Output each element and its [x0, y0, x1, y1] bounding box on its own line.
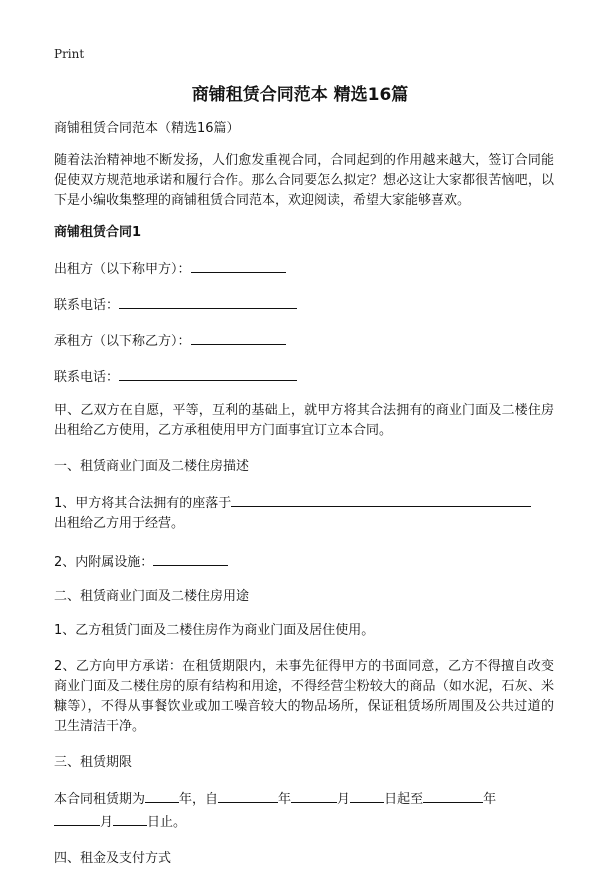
lessor-field	[54, 257, 554, 277]
lessor-phone-label: 联系电话：	[54, 298, 120, 313]
lease-term-line	[54, 787, 554, 833]
preamble-paragraph: 甲、乙双方在自愿，平等，互利的基础上，就甲方将其合法拥有的商业门面及二楼住房出租给乙方使用，乙方承租使用甲方门面事宜订立本合同。	[54, 403, 554, 438]
start-year-blank	[218, 787, 278, 803]
document-body	[54, 119, 554, 883]
term-years-blank	[145, 787, 179, 803]
start-month-label: 月	[337, 792, 351, 807]
contract-heading: 商铺租赁合同1	[54, 225, 142, 240]
section-1-item-2-label: 2、内附属设施：	[54, 555, 154, 570]
section-2-title: 二、租赁商业门面及二楼住房用途	[54, 589, 250, 604]
lessee-field	[54, 329, 554, 349]
start-month-blank	[291, 787, 337, 803]
location-blank	[231, 491, 531, 507]
end-year-label: 年	[483, 792, 497, 807]
section-1-item-1-prefix: 1、甲方将其合法拥有的座落于	[54, 496, 232, 511]
end-month-blank	[54, 810, 100, 826]
print-label[interactable]: Print	[54, 47, 85, 61]
facilities-blank	[153, 550, 228, 566]
document-subtitle: 商铺租赁合同范本（精选16篇）	[54, 121, 240, 136]
lessor-phone-blank	[119, 293, 297, 309]
start-day-blank	[350, 787, 384, 803]
lessee-label: 承租方（以下称乙方）：	[54, 334, 191, 349]
section-1-item-1	[54, 491, 554, 534]
lessor-blank	[191, 257, 286, 273]
lessee-phone-label: 联系电话：	[54, 370, 120, 385]
section-1-title: 一、租赁商业门面及二楼住房描述	[54, 459, 250, 474]
lessor-label: 出租方（以下称甲方）：	[54, 262, 191, 277]
intro-paragraph: 随着法治精神地不断发扬，人们愈发重视合同，合同起到的作用越来越大，签订合同能促使双方规范地承诺和履行合作。那么合同要怎么拟定？想必这让大家都很苦恼吧，以下是小编收集整理的商铺租赁合同范本，欢迎阅读，希望大家能够喜欢。	[54, 153, 554, 208]
end-month-label: 月	[100, 815, 114, 830]
term-prefix: 本合同租赁期为	[54, 792, 146, 807]
end-year-blank	[423, 787, 483, 803]
section-2-item-2: 2、乙方向甲方承诺：在租赁期限内，未事先征得甲方的书面同意，乙方不得擅自改变商业门面及二楼住房的原有结构和用途，不得经营尘粉较大的商品（如水泥，石灰、米糠等），不得从事餐饮业或加工噪音较大的物品场所，保证租赁场所周围及公共过道的卫生清洁干净。	[54, 659, 554, 734]
document-title: 商铺租赁合同范本 精选16篇	[191, 85, 409, 105]
section-2-item-1: 1、乙方租赁门面及二楼住房作为商业门面及居住使用。	[54, 623, 375, 638]
term-year-label: 年，自	[179, 792, 219, 807]
end-day-label: 日止。	[147, 815, 187, 830]
end-day-blank	[113, 810, 147, 826]
lessee-phone-blank	[119, 365, 297, 381]
section-1-item-2	[54, 550, 554, 573]
lessee-phone-field	[54, 365, 554, 385]
start-year-label: 年	[278, 792, 292, 807]
lessee-blank	[191, 329, 286, 345]
section-4-title: 四、租金及支付方式	[54, 851, 172, 866]
section-3-title: 三、租赁期限	[54, 755, 133, 770]
lessor-phone-field	[54, 293, 554, 313]
start-day-label: 日起至	[384, 792, 424, 807]
section-1-item-1-suffix: 出租给乙方用于经营。	[54, 516, 185, 531]
